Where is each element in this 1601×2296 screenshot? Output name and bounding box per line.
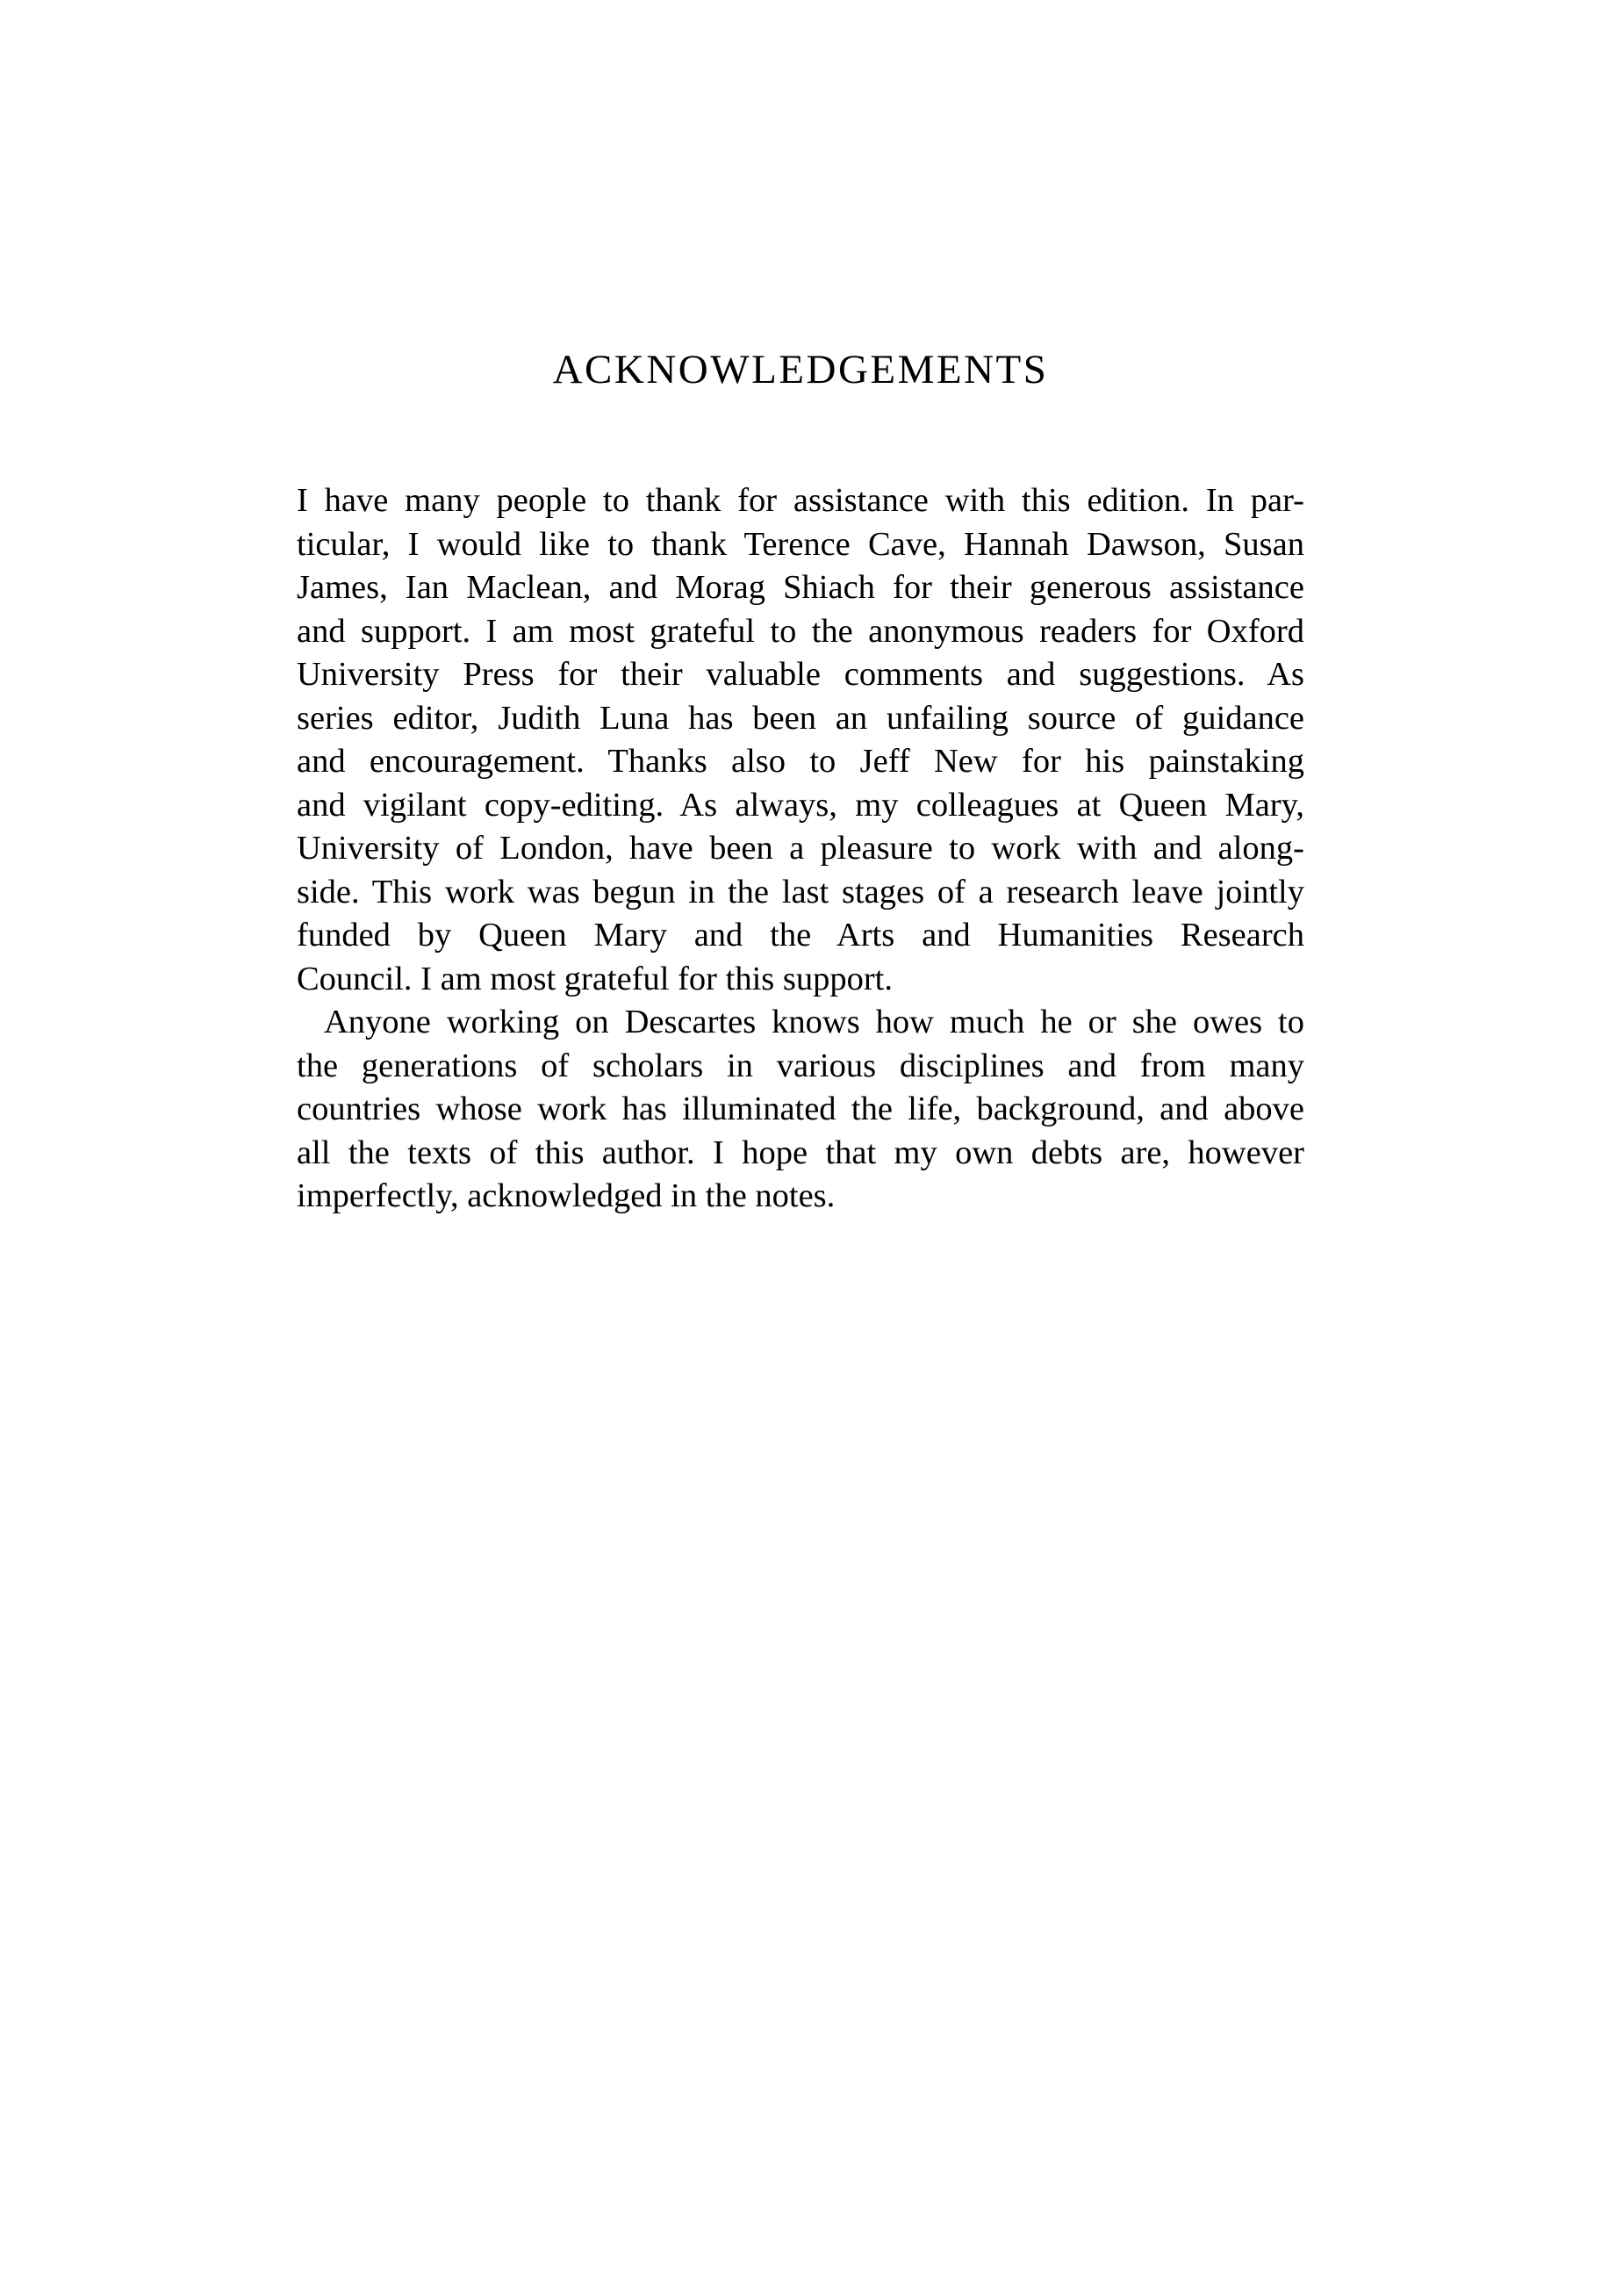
text-line: University Press for their valuable comments and suggestions. As — [297, 656, 1304, 693]
paragraph-1 — [297, 479, 1304, 1001]
text-line: and vigilant copy-editing. As always, my colleagues at Queen Mary, — [297, 786, 1304, 824]
text-line: series editor, Judith Luna has been an unfailing source of guidance — [297, 699, 1304, 737]
text-line: Council. I am most grateful for this support. — [297, 960, 893, 997]
text-line: imperfectly, acknowledged in the notes. — [297, 1177, 836, 1214]
paragraph-2 — [297, 1001, 1304, 1219]
text-line: ticular, I would like to thank Terence Cave, Hannah Dawson, Susan — [297, 525, 1304, 563]
text-line: side. This work was begun in the last stages of a research leave jointly — [297, 873, 1304, 910]
acknowledgements-body — [297, 479, 1304, 1219]
text-line: countries whose work has illuminated the life, background, and above — [297, 1090, 1304, 1127]
text-line: the generations of scholars in various disciplines and from many — [297, 1047, 1304, 1084]
text-line: University of London, have been a pleasure to work with and along- — [297, 830, 1304, 867]
text-line: Anyone working on Descartes knows how much he or she owes to — [324, 1004, 1304, 1040]
page-title: ACKNOWLEDGEMENTS — [552, 347, 1049, 392]
text-line: and support. I am most grateful to the anonymous readers for Oxford — [297, 612, 1304, 650]
text-line: all the texts of this author. I hope that my own debts are, however — [297, 1134, 1304, 1171]
text-line: and encouragement. Thanks also to Jeff New for his painstaking — [297, 743, 1304, 780]
text-line: funded by Queen Mary and the Arts and Humanities Research — [297, 917, 1304, 954]
text-line: James, Ian Maclean, and Morag Shiach for their generous assistance — [297, 569, 1304, 606]
text-line: I have many people to thank for assistance with this edition. In par- — [297, 482, 1304, 519]
